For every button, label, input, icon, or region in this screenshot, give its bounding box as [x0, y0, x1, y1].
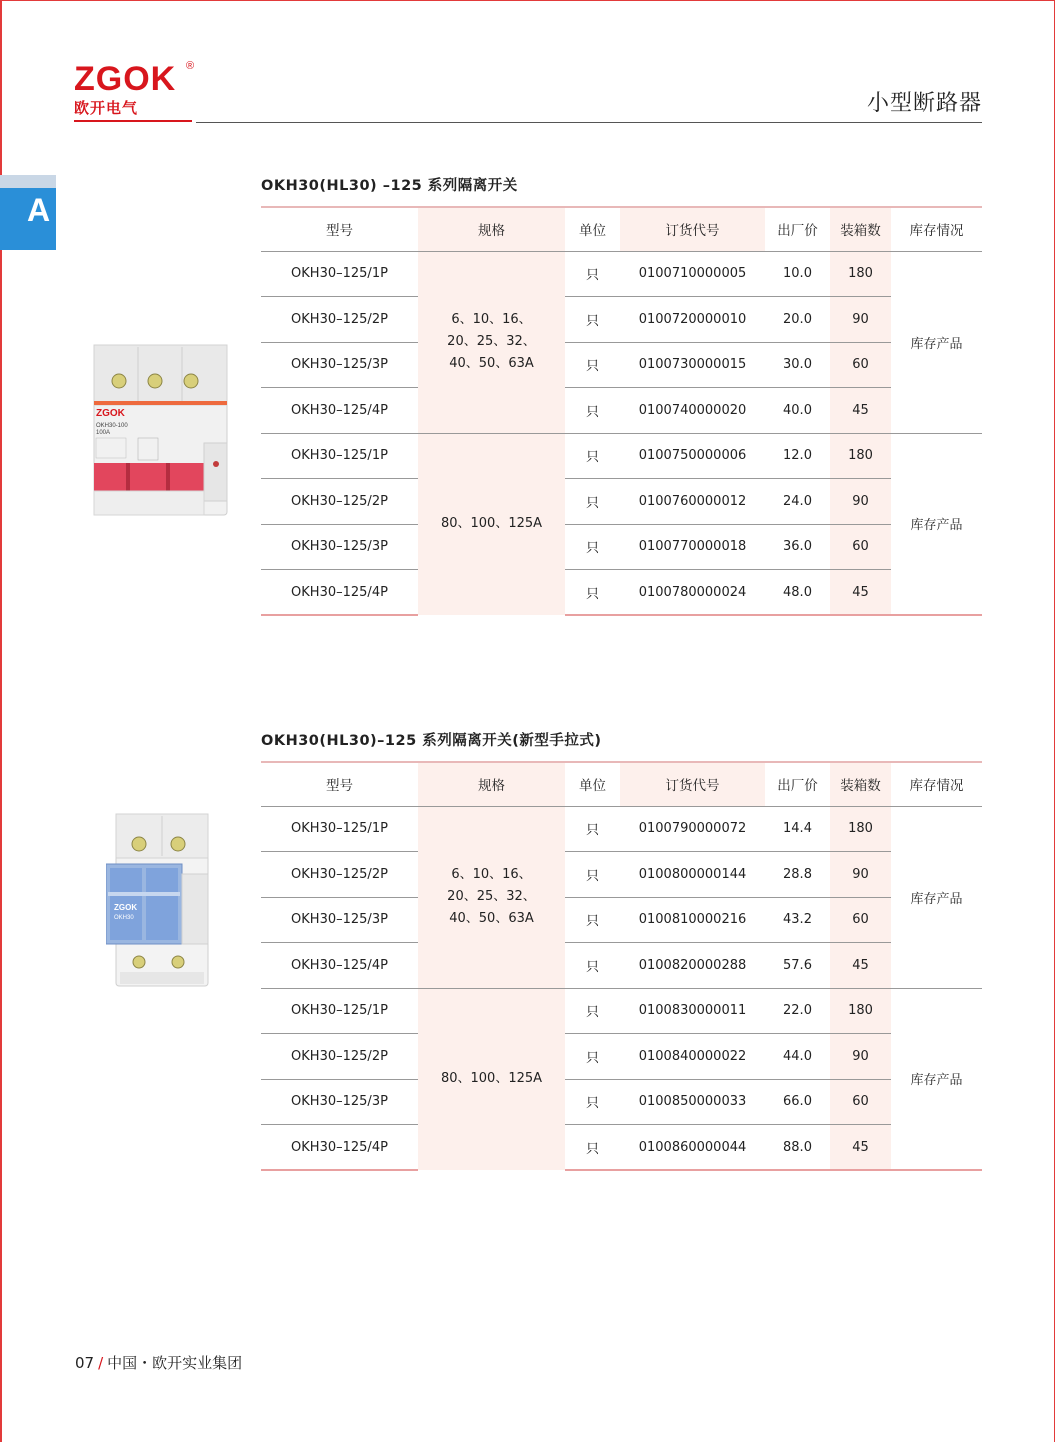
cell-model: OKH30–125/2P: [261, 479, 418, 525]
col-header-model: 型号: [261, 762, 418, 806]
cell-unit: 只: [565, 943, 620, 989]
cell-unit: 只: [565, 897, 620, 943]
cell-order-code: 0100780000024: [620, 570, 765, 616]
table-row: [261, 852, 982, 898]
cell-price: 48.0: [765, 570, 830, 616]
table-row: [261, 1034, 982, 1080]
cell-order-code: 0100720000010: [620, 297, 765, 343]
cell-order-code: 0100850000033: [620, 1079, 765, 1125]
col-header-box-qty: 装箱数: [830, 207, 891, 251]
page-footer: [75, 1352, 242, 1373]
cell-box-qty: 180: [830, 806, 891, 852]
table-row: [261, 806, 982, 852]
cell-box-qty: 60: [830, 1079, 891, 1125]
cell-order-code: 0100740000020: [620, 388, 765, 434]
cell-box-qty: 45: [830, 1125, 891, 1171]
cell-box-qty: 180: [830, 988, 891, 1034]
product-label-model: OKH30: [114, 915, 134, 921]
cell-price: 66.0: [765, 1079, 830, 1125]
cell-price: 10.0: [765, 251, 830, 297]
cell-order-code: 0100790000072: [620, 806, 765, 852]
cell-box-qty: 90: [830, 479, 891, 525]
col-header-stock: 库存情况: [891, 207, 982, 251]
cell-price: 14.4: [765, 806, 830, 852]
cell-model: OKH30–125/4P: [261, 1125, 418, 1171]
cell-unit: 只: [565, 806, 620, 852]
page-number: 07: [75, 1354, 95, 1372]
cell-order-code: 0100820000288: [620, 943, 765, 989]
cell-price: 40.0: [765, 388, 830, 434]
cell-price: 28.8: [765, 852, 830, 898]
cell-price: 43.2: [765, 897, 830, 943]
cell-unit: 只: [565, 1034, 620, 1080]
section-title-2: OKH30(HL30)–125 系列隔离开关(新型手拉式): [261, 733, 602, 749]
col-header-stock: 库存情况: [891, 762, 982, 806]
col-header-box-qty: 装箱数: [830, 762, 891, 806]
cell-unit: 只: [565, 524, 620, 570]
cell-price: 88.0: [765, 1125, 830, 1171]
table-row: [261, 479, 982, 525]
cell-model: OKH30–125/1P: [261, 433, 418, 479]
section-title-1: OKH30(HL30) –125 系列隔离开关: [261, 178, 518, 194]
cell-order-code: 0100800000144: [620, 852, 765, 898]
table-row: [261, 388, 982, 434]
page-title: 小型断路器: [866, 91, 982, 116]
cell-box-qty: 90: [830, 1034, 891, 1080]
col-header-unit: 单位: [565, 762, 620, 806]
brand-logo: [74, 62, 199, 124]
cell-price: 20.0: [765, 297, 830, 343]
table-row: [261, 251, 982, 297]
cell-unit: 只: [565, 570, 620, 616]
logo-underline: [74, 120, 192, 122]
cell-price: 12.0: [765, 433, 830, 479]
cell-box-qty: 180: [830, 251, 891, 297]
cell-unit: 只: [565, 1125, 620, 1171]
col-header-unit: 单位: [565, 207, 620, 251]
cell-stock: 库存产品: [891, 433, 982, 615]
col-header-order-code: 订货代号: [620, 762, 765, 806]
cell-unit: 只: [565, 1079, 620, 1125]
cell-order-code: 0100710000005: [620, 251, 765, 297]
cell-model: OKH30–125/3P: [261, 1079, 418, 1125]
table-row: [261, 524, 982, 570]
cell-order-code: 0100810000216: [620, 897, 765, 943]
cell-order-code: 0100730000015: [620, 342, 765, 388]
footer-slash: /: [98, 1354, 104, 1372]
cell-stock: 库存产品: [891, 806, 982, 988]
cell-spec: 80、100、125A: [418, 988, 565, 1170]
cell-model: OKH30–125/4P: [261, 570, 418, 616]
cell-model: OKH30–125/4P: [261, 388, 418, 434]
cell-price: 24.0: [765, 479, 830, 525]
product-label-brand: ZGOK: [96, 408, 125, 419]
table-row: [261, 1125, 982, 1171]
cell-order-code: 0100770000018: [620, 524, 765, 570]
cell-model: OKH30–125/3P: [261, 524, 418, 570]
page-border-top: [0, 0, 1055, 1]
cell-unit: 只: [565, 297, 620, 343]
footer-company: 中国・欧开实业集团: [107, 1354, 243, 1372]
cell-unit: 只: [565, 852, 620, 898]
cell-box-qty: 45: [830, 388, 891, 434]
cell-model: OKH30–125/1P: [261, 251, 418, 297]
table-row: [261, 988, 982, 1034]
product-label-model: OKH30-100: [96, 423, 128, 429]
col-header-price: 出厂价: [765, 207, 830, 251]
cell-unit: 只: [565, 479, 620, 525]
header-rule: [196, 122, 982, 123]
section-tab-strip: [0, 175, 56, 188]
table-row: [261, 943, 982, 989]
cell-model: OKH30–125/1P: [261, 806, 418, 852]
cell-model: OKH30–125/3P: [261, 897, 418, 943]
table-row: [261, 297, 982, 343]
table-row: [261, 570, 982, 616]
cell-spec: 6、10、16、 20、25、32、 40、50、63A: [418, 806, 565, 988]
section-tab-letter: A: [27, 192, 51, 228]
cell-box-qty: 45: [830, 943, 891, 989]
logo-wordmark: ZGOK: [74, 60, 177, 98]
product-label-brand: ZGOK: [114, 903, 138, 912]
price-table-1: [261, 206, 982, 616]
cell-order-code: 0100860000044: [620, 1125, 765, 1171]
col-header-order-code: 订货代号: [620, 207, 765, 251]
cell-box-qty: 45: [830, 570, 891, 616]
cell-box-qty: 90: [830, 852, 891, 898]
cell-model: OKH30–125/2P: [261, 1034, 418, 1080]
cell-box-qty: 60: [830, 897, 891, 943]
cell-order-code: 0100840000022: [620, 1034, 765, 1080]
cell-model: OKH30–125/4P: [261, 943, 418, 989]
cell-model: OKH30–125/1P: [261, 988, 418, 1034]
logo-chinese-name: 欧开电气: [74, 99, 139, 117]
product-label-rating: 100A: [96, 430, 111, 436]
cell-spec: 80、100、125A: [418, 433, 565, 615]
cell-spec: 6、10、16、 20、25、32、 40、50、63A: [418, 251, 565, 433]
registered-mark: ®: [186, 60, 195, 72]
table-row: [261, 433, 982, 479]
cell-box-qty: 60: [830, 342, 891, 388]
cell-unit: 只: [565, 388, 620, 434]
cell-stock: 库存产品: [891, 251, 982, 433]
cell-price: 36.0: [765, 524, 830, 570]
col-header-model: 型号: [261, 207, 418, 251]
table-row: [261, 897, 982, 943]
cell-price: 22.0: [765, 988, 830, 1034]
cell-order-code: 0100750000006: [620, 433, 765, 479]
price-table-2: [261, 761, 982, 1171]
product-image-isolator-red: [92, 343, 232, 518]
cell-model: OKH30–125/2P: [261, 852, 418, 898]
cell-price: 44.0: [765, 1034, 830, 1080]
cell-unit: 只: [565, 433, 620, 479]
cell-order-code: 0100830000011: [620, 988, 765, 1034]
cell-unit: 只: [565, 251, 620, 297]
cell-model: OKH30–125/2P: [261, 297, 418, 343]
cell-price: 30.0: [765, 342, 830, 388]
cell-unit: 只: [565, 342, 620, 388]
cell-box-qty: 60: [830, 524, 891, 570]
cell-price: 57.6: [765, 943, 830, 989]
cell-stock: 库存产品: [891, 988, 982, 1170]
col-header-spec: 规格: [418, 762, 565, 806]
table-row: [261, 342, 982, 388]
cell-order-code: 0100760000012: [620, 479, 765, 525]
product-image-isolator-blue: [106, 812, 218, 988]
cell-unit: 只: [565, 988, 620, 1034]
cell-box-qty: 90: [830, 297, 891, 343]
cell-box-qty: 180: [830, 433, 891, 479]
table-row: [261, 1079, 982, 1125]
cell-model: OKH30–125/3P: [261, 342, 418, 388]
col-header-price: 出厂价: [765, 762, 830, 806]
col-header-spec: 规格: [418, 207, 565, 251]
